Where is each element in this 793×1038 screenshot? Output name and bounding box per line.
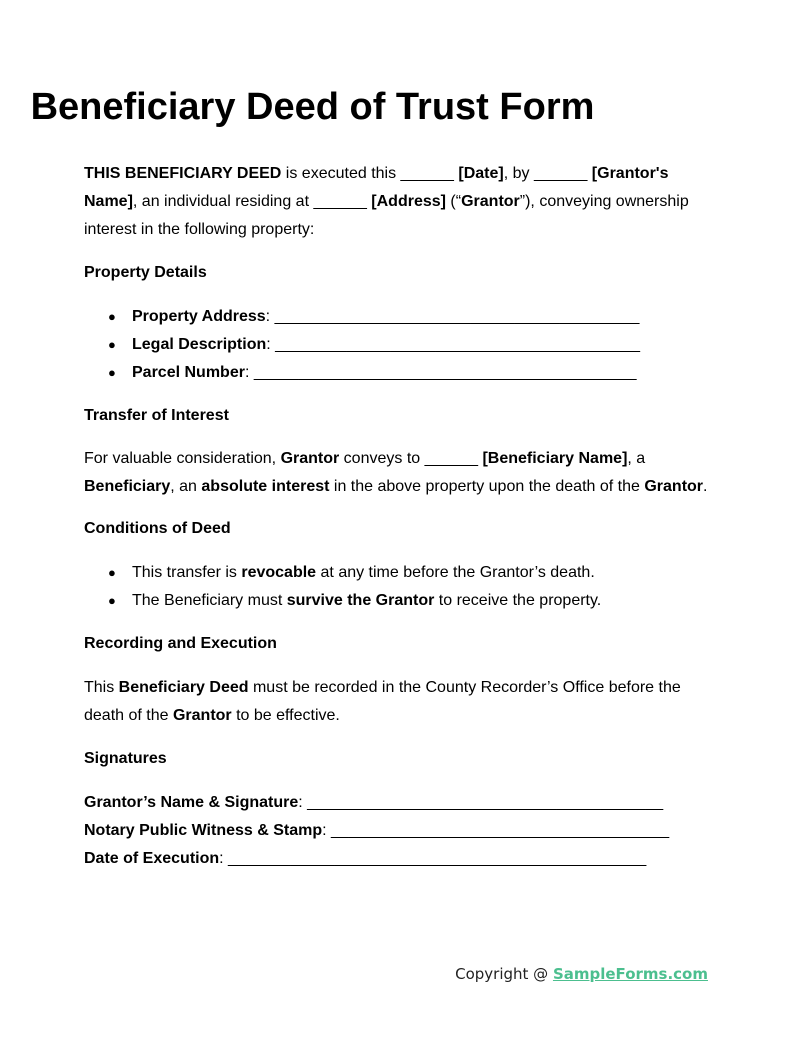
text: : _______________________________________________: [219, 850, 647, 867]
text: in the above property upon the death of the: [329, 478, 645, 495]
list-item: [84, 559, 714, 587]
bold-text: Grantor’s Name & Signature: [84, 794, 299, 811]
bold-text: [Address]: [371, 193, 446, 210]
text: to be effective.: [231, 707, 340, 724]
property-details-list: [84, 303, 714, 387]
bold-text: absolute interest: [201, 478, 330, 495]
text: (“: [445, 193, 462, 210]
text: at any time before the Grantor’s death.: [316, 564, 595, 581]
page-title: Beneficiary Deed of Trust Form: [30, 86, 595, 128]
section-heading-property: Property Details: [84, 264, 207, 281]
section-heading-conditions: Conditions of Deed: [84, 520, 231, 537]
text: ”), conveying ownership interest in the following property:: [84, 193, 689, 238]
text: , a: [627, 450, 646, 467]
sampleforms-link[interactable]: SampleForms.com: [552, 965, 708, 983]
bold-text: Property Address: [132, 308, 266, 325]
section-heading-recording: Recording and Execution: [84, 635, 277, 652]
bold-text: [Date]: [458, 165, 504, 182]
recording-paragraph: [84, 674, 694, 730]
list-item: [84, 359, 714, 387]
text: : ___________________________________________: [244, 364, 637, 381]
list-item: [84, 303, 714, 331]
bold-text: Date of Execution: [84, 850, 220, 867]
text: : _________________________________________: [266, 336, 640, 353]
bold-text: Grantor: [461, 193, 520, 210]
signature-line: [84, 817, 714, 845]
signature-line: [84, 789, 714, 817]
text: : ______________________________________: [322, 822, 670, 839]
text: : _________________________________________: [265, 308, 640, 325]
bold-text: revocable: [241, 564, 317, 581]
text: The Beneficiary must: [132, 592, 287, 609]
bold-text: [Beneficiary Name]: [482, 450, 628, 467]
section-heading-transfer: Transfer of Interest: [84, 407, 229, 424]
footer-copyright: [455, 965, 708, 983]
transfer-paragraph: [84, 445, 714, 501]
text: conveys to ______: [339, 450, 483, 467]
bold-text: THIS BENEFICIARY DEED: [84, 165, 282, 182]
copyright-text: Copyright @: [455, 965, 553, 983]
bold-text: Grantor: [172, 707, 232, 724]
bold-text: survive the Grantor: [286, 592, 435, 609]
bold-text: [Grantor's Name]: [84, 165, 669, 210]
bold-text: Beneficiary Deed: [118, 679, 249, 696]
signature-line: [84, 845, 714, 873]
bold-text: Beneficiary: [84, 478, 171, 495]
text: to receive the property.: [434, 592, 602, 609]
text: , an: [170, 478, 202, 495]
conditions-list: [84, 559, 714, 615]
section-heading-signatures: Signatures: [84, 750, 167, 767]
intro-paragraph: [84, 160, 714, 244]
list-item: [84, 331, 714, 359]
bold-text: Grantor: [644, 478, 704, 495]
bold-text: Notary Public Witness & Stamp: [84, 822, 323, 839]
bold-text: Grantor: [280, 450, 340, 467]
signature-lines: [84, 789, 714, 873]
text: , by ______: [503, 165, 592, 182]
text: must be recorded in the County Recorder’s Office before the death of the: [84, 679, 681, 724]
text: : ________________________________________: [298, 794, 664, 811]
bold-text: Parcel Number: [132, 364, 245, 381]
list-item: [84, 587, 714, 615]
text: This: [84, 679, 119, 696]
text: , an individual residing at ______: [132, 193, 372, 210]
text: is executed this ______: [281, 165, 459, 182]
bold-text: Legal Description: [132, 336, 267, 353]
text: .: [703, 478, 708, 495]
text: This transfer is: [132, 564, 242, 581]
text: For valuable consideration,: [84, 450, 281, 467]
